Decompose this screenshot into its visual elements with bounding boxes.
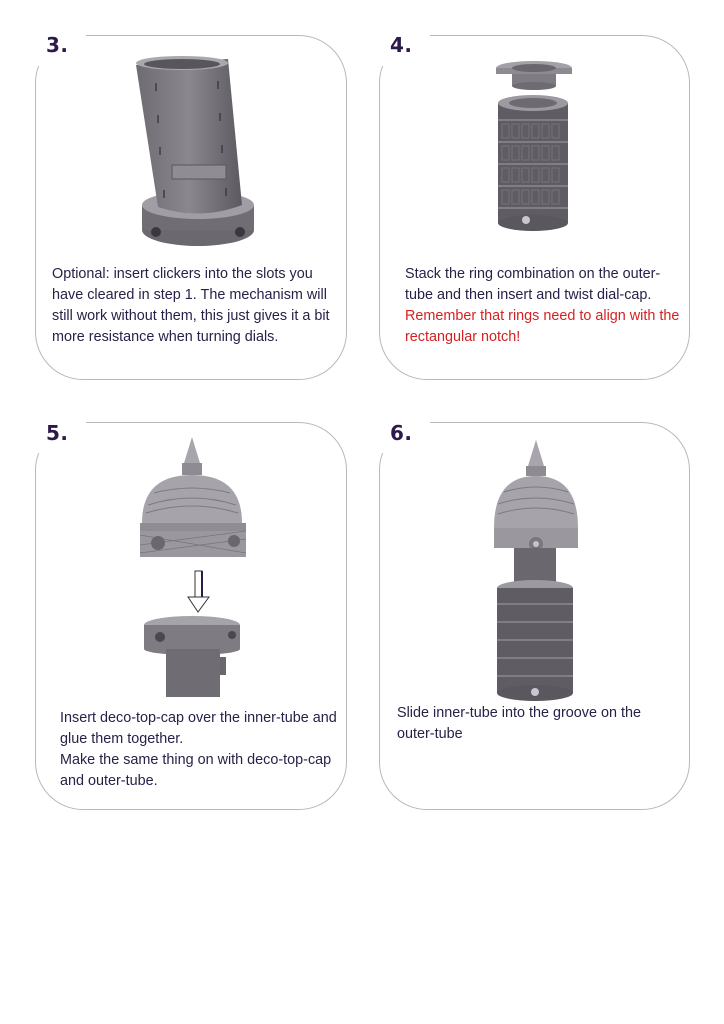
alignment-warning: Remember that rings need to align with the bbox=[405, 308, 680, 324]
step-3-description: Optional: insert clickers into the slots you have cleared in step 1. The mechanism will still work without them, this just gives it a bit more resistance when turning dials. bbox=[52, 266, 330, 345]
step-5-description: Insert deco-top-cap over the inner-tube and glue them together. Make the same thing on with deco-top-cap and outer-tube. bbox=[60, 710, 337, 789]
step-4-number: 4. bbox=[390, 33, 413, 57]
step-4-description: Stack the ring combination on the outer- tube and then insert and twist dial-cap. Remember that rings need to align with the rectangular notch! bbox=[405, 264, 705, 348]
step-6-number: 6. bbox=[390, 421, 413, 445]
deco-top-cap-onto-inner-tube-image bbox=[134, 435, 252, 697]
alignment-warning: rectangular notch! bbox=[405, 329, 521, 345]
inner-tube-with-clickers-image bbox=[130, 55, 270, 260]
step-6-description: Slide inner-tube into the groove on the outer-tube bbox=[397, 705, 642, 742]
step-3-number: 3. bbox=[46, 33, 69, 57]
assembled-inner-into-outer-tube-image bbox=[488, 438, 584, 704]
step-5-number: 5. bbox=[46, 421, 69, 445]
dial-cap-above-ring-stack-image bbox=[490, 58, 580, 238]
